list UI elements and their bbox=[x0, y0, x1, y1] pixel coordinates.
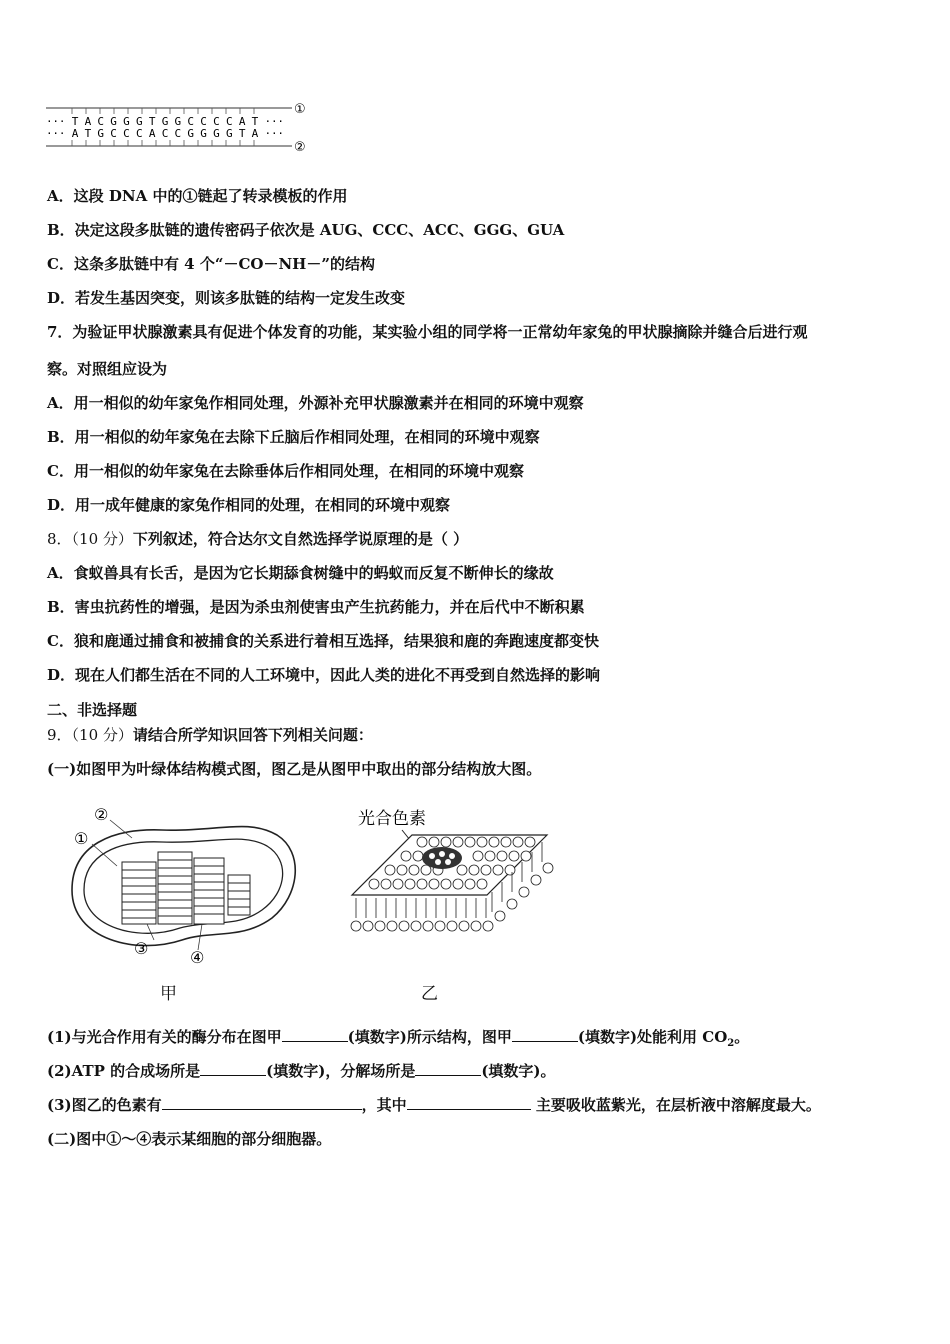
q8-number: 8．（10 分） bbox=[47, 530, 133, 548]
dna-strand-2: ··· A T G C C C A C C G G G G T A ··· bbox=[46, 127, 284, 140]
q9-sub1-text-d: 。 bbox=[734, 1028, 750, 1046]
chloroplast-label-3: ③ bbox=[134, 939, 149, 958]
q9-sub3-blank-1[interactable] bbox=[162, 1095, 362, 1110]
q9-sub3-blank-2[interactable] bbox=[407, 1095, 531, 1110]
q9-sub2-text-c: (填数字)。 bbox=[481, 1062, 556, 1080]
figure-jia-caption: 甲 bbox=[160, 984, 177, 1004]
section-heading: 二、非选择题 bbox=[47, 701, 138, 719]
q7-stem-line2: 察。对照组应设为 bbox=[47, 360, 168, 378]
q8-option-a: A．食蚁兽具有长舌，是因为它长期舔食树缝中的蚂蚁而反复不断伸长的缘故 bbox=[47, 564, 554, 582]
q9-part1-intro: (一)如图甲为叶绿体结构模式图，图乙是从图甲中取出的部分结构放大图。 bbox=[47, 760, 542, 778]
q6-option-a: A．这段 DNA 中的①链起了转录模板的作用 bbox=[47, 187, 348, 205]
q7-stem-line1: 7．为验证甲状腺激素具有促进个体发育的功能，某实验小组的同学将一正常幼年家兔的甲状腺摘除并缝合后进行观 bbox=[47, 323, 808, 341]
dna-label-1: ① bbox=[294, 102, 306, 117]
q6-option-d: D．若发生基因突变，则该多肽链的结构一定发生改变 bbox=[47, 289, 406, 307]
q9-sub1-blank-2[interactable] bbox=[512, 1027, 578, 1042]
q9-sub2-blank-1[interactable] bbox=[200, 1061, 266, 1076]
q9-sub3-text-c: 主要吸收蓝紫光，在层析液中溶解度最大。 bbox=[530, 1096, 821, 1114]
q9-sub1-text-b: (填数字)所示结构，图甲 bbox=[347, 1028, 512, 1046]
q9-sub1-blank-1[interactable] bbox=[282, 1027, 348, 1042]
q9-sub2-blank-2[interactable] bbox=[415, 1061, 481, 1076]
q7-option-a: A．用一相似的幼年家兔作相同处理，外源补充甲状腺激素并在相同的环境中观察 bbox=[47, 394, 584, 412]
q8-stem-text: 下列叙述，符合达尔文自然选择学说原理的是（ ） bbox=[132, 530, 469, 548]
q9-sub2-text-a: (2)ATP 的合成场所是 bbox=[47, 1062, 201, 1080]
q9-sub1-text-c: (填数字)处能利用 CO bbox=[577, 1028, 728, 1046]
q8-option-d: D．现在人们都生活在不同的人工环境中，因此人类的进化不再受到自然选择的影响 bbox=[47, 666, 601, 684]
pigment-label: 光合色素 bbox=[358, 809, 426, 829]
q9-sub2-text-b: (填数字)，分解场所是 bbox=[266, 1062, 416, 1080]
q9-sub3-text-b: ，其中 bbox=[361, 1096, 407, 1114]
q9-sub1-text-a: (1)与光合作用有关的酶分布在图甲 bbox=[47, 1028, 282, 1046]
q9-stem-text: 请结合所学知识回答下列相关问题： bbox=[132, 726, 373, 744]
q9-part2-intro: (二)图中①～④表示某细胞的部分细胞器。 bbox=[47, 1130, 332, 1148]
chloroplast-label-2: ② bbox=[94, 805, 109, 824]
q7-option-b: B．用一相似的幼年家兔在去除下丘脑后作相同处理，在相同的环境中观察 bbox=[47, 428, 540, 446]
q9-sub3-text-a: (3)图乙的色素有 bbox=[47, 1096, 162, 1114]
chloroplast-label-4: ④ bbox=[190, 948, 205, 967]
q9-sub1-subscript: 2 bbox=[727, 1038, 735, 1049]
q8-option-c: C．狼和鹿通过捕食和被捕食的关系进行着相互选择，结果狼和鹿的奔跑速度都变快 bbox=[47, 632, 599, 650]
q8-option-b: B．害虫抗药性的增强，是因为杀虫剂使害虫产生抗药能力，并在后代中不断积累 bbox=[47, 598, 585, 616]
q9-number: 9．（10 分） bbox=[47, 726, 133, 744]
chloroplast-label-1: ① bbox=[74, 829, 89, 848]
q9-stem bbox=[47, 725, 373, 745]
q9-sub3 bbox=[47, 1095, 821, 1115]
figure-yi-caption: 乙 bbox=[421, 984, 438, 1004]
q6-option-c: C．这条多肽链中有 4 个“－CO－NH－”的结构 bbox=[47, 255, 375, 273]
chloroplast-figure bbox=[62, 800, 307, 975]
q7-option-c: C．用一相似的幼年家兔在去除垂体后作相同处理，在相同的环境中观察 bbox=[47, 462, 524, 480]
dna-strand-1: ··· T A C G G G T G G C C C C A T ··· bbox=[46, 115, 284, 128]
thylakoid-membrane-figure bbox=[342, 800, 562, 950]
q8-stem bbox=[47, 529, 468, 549]
q6-option-b: B．决定这段多肽链的遗传密码子依次是 AUG、CCC、ACC、GGG、GUA bbox=[47, 221, 565, 239]
q7-option-d: D．用一成年健康的家兔作相同的处理，在相同的环境中观察 bbox=[47, 496, 451, 514]
q9-sub1 bbox=[47, 1027, 749, 1054]
dna-strand-figure bbox=[44, 100, 324, 154]
q9-sub2 bbox=[47, 1061, 556, 1081]
dna-label-2: ② bbox=[294, 140, 306, 154]
